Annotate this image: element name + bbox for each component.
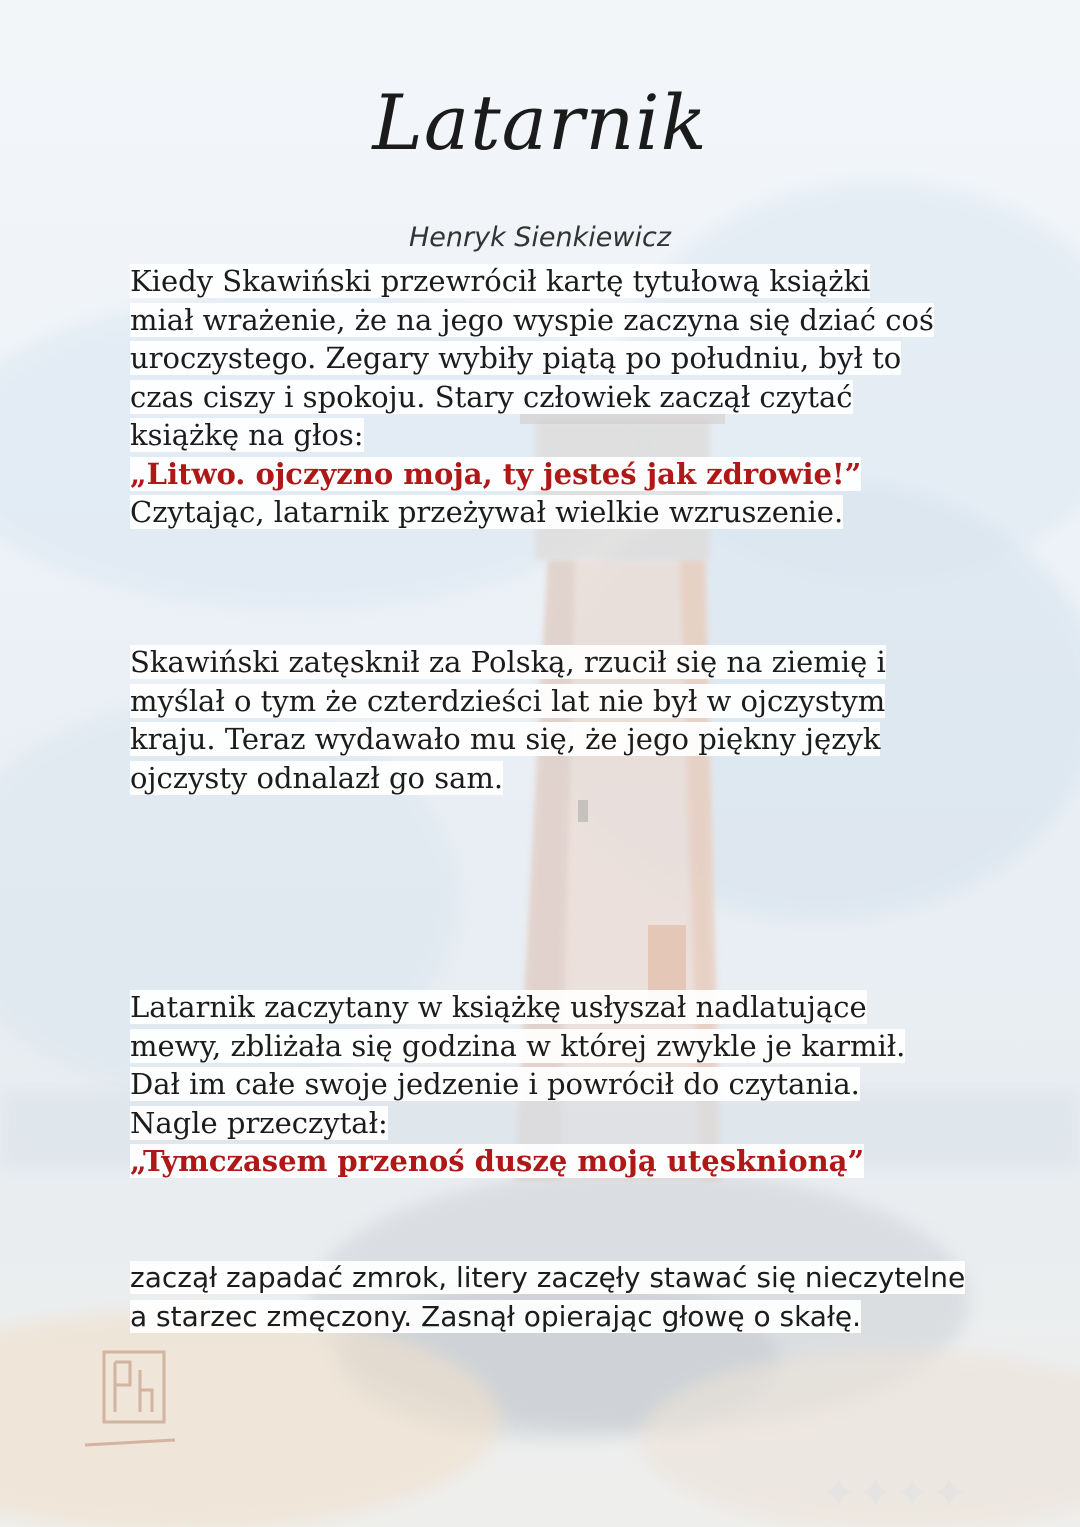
page-title: Latarnik: [372, 78, 708, 167]
text-line: Kiedy Skawiński przewrócił kartę tytułową książki: [130, 264, 871, 298]
text-line: a starzec zmęczony. Zasnął opierając głowę o skałę.: [130, 1300, 862, 1333]
paragraph-3: [130, 988, 905, 1181]
text-line: czas ciszy i spokoju. Stary człowiek zaczął czytać: [130, 379, 853, 414]
svg-text:✦✦✦✦: ✦✦✦✦: [820, 1468, 968, 1519]
text-line: ojczysty odnalazł go sam.: [130, 760, 504, 795]
paragraph-1: [130, 262, 934, 532]
quote-line: „Tymczasem przenoś duszę moją utęsknioną”: [130, 1144, 865, 1178]
paragraph-2: [130, 643, 886, 797]
author-name: Henryk Sienkiewicz: [408, 222, 672, 253]
text-line: uroczystego. Zegary wybiły piątą po południu, był to: [130, 341, 902, 375]
text-line: miał wrażenie, że na jego wyspie zaczyna się dziać coś: [130, 302, 934, 337]
text-line: Czytając, latarnik przeżywał wielkie wzruszenie.: [130, 495, 844, 529]
text-line: Nagle przeczytał:: [130, 1105, 388, 1140]
text-line: Dał im całe swoje jedzenie i powrócił do czytania.: [130, 1067, 860, 1101]
text-line: Skawiński zatęsknił za Polską, rzucił się na ziemię i: [130, 645, 886, 679]
text-line: myślał o tym że czterdzieści lat nie był w ojczystym: [130, 683, 886, 718]
paragraph-4: [130, 1258, 965, 1336]
text-line: książkę na głos:: [130, 418, 364, 452]
quote-line: „Litwo. ojczyzno moja, ty jesteś jak zdrowie!”: [130, 456, 862, 491]
text-line: zaczął zapadać zmrok, litery zaczęły stawać się nieczytelne: [130, 1261, 966, 1294]
text-line: kraju. Teraz wydawało mu się, że jego piękny język: [130, 722, 881, 756]
text-line: Latarnik zaczytany w książkę usłyszał nadlatujące: [130, 990, 867, 1024]
text-line: mewy, zbliżała się godzina w której zwykle je karmił.: [130, 1028, 906, 1063]
